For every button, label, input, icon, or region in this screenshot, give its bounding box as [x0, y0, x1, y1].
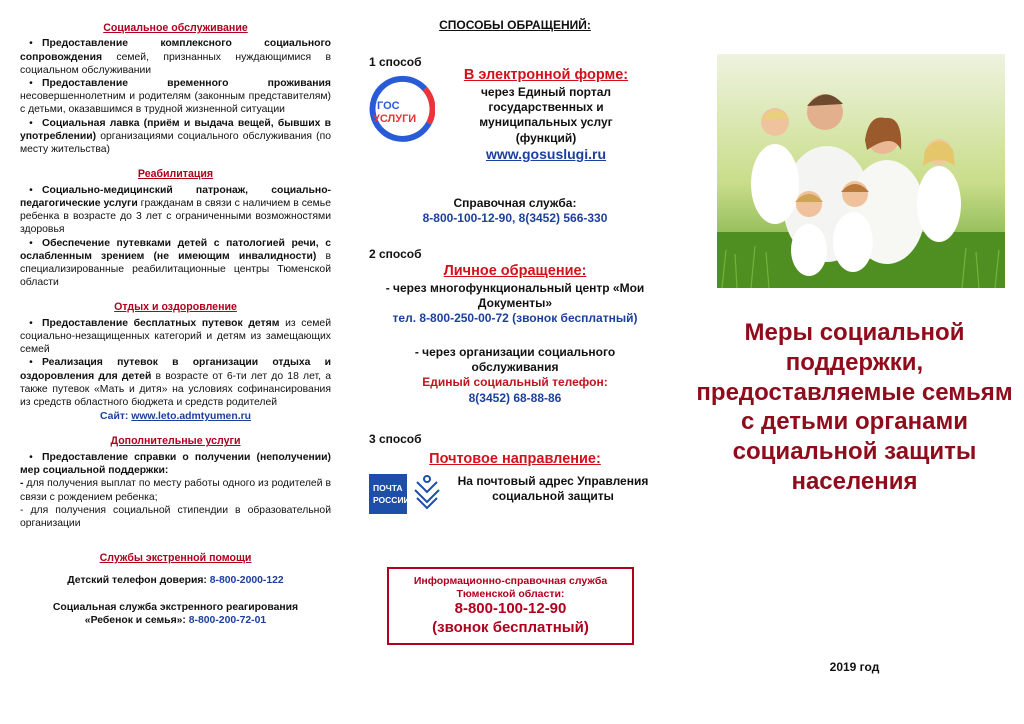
section-social-service [20, 22, 331, 156]
way1-label: 1 способ [369, 55, 422, 69]
pochta-logo [369, 472, 447, 516]
gosuslugi-logo [363, 75, 435, 147]
bullet-icon: • [29, 78, 33, 90]
info-service-label: Информационно-справочная служба Тюменской области: [413, 575, 608, 600]
help-service-label: Справочная служба: [453, 196, 577, 210]
single-phone[interactable]: 8(3452) 68-88-86 [468, 390, 562, 405]
single-phone-label: Единый социальный телефон: [422, 375, 608, 390]
svg-text:РОССИИ: РОССИИ [373, 495, 410, 505]
bullet-icon: • [29, 451, 33, 463]
bullet-icon: • [29, 117, 33, 129]
section-emergency [20, 552, 331, 627]
way2-mfc: - через многофункциональный центр «Мои Документы» [385, 280, 645, 310]
list-item: • Предоставление справки о получении (неполучении) мер социальной поддержки: [20, 451, 331, 477]
section-rest [20, 301, 331, 423]
brochure-title: Меры социальной поддержки, предоставляемые семьям с детьми органами социальной защиты населения [696, 319, 1013, 495]
way2-label: 2 способ [369, 247, 422, 261]
list-item: - для получения выплат по месту работы одного из родителей в связи с рождением ребенка; [20, 478, 331, 503]
way3-title-wrap [365, 450, 665, 469]
section-rehabilitation [20, 168, 331, 289]
info-service-note: (звонок бесплатный) [432, 618, 589, 636]
way2-title: Личное обращение: [443, 263, 587, 279]
section-title: Социальное обслуживание [103, 22, 248, 34]
section-title: Дополнительные услуги [110, 435, 241, 448]
info-service-box [387, 567, 634, 645]
emergency-service: «Ребенок и семья»: 8-800-200-72-01 [84, 614, 267, 626]
services-column [0, 0, 345, 724]
list-item: • Социально-медицинский патронаж, социально-педагогические услуги гражданам в связи с наличием в семье ребенка в возрасте до 3 лет с ограниченными возможностями здоровья [20, 184, 331, 236]
svg-text:УСЛУГИ: УСЛУГИ [373, 113, 417, 125]
way3-block [441, 474, 665, 505]
way3-text: На почтовый адрес Управления социальной защиты [457, 474, 649, 504]
leto-site-link[interactable]: www.leto.admtyumen.ru [131, 411, 251, 423]
child-helpline-phone[interactable]: 8-800-2000-122 [209, 574, 284, 586]
list-item: - для получения социальной стипендии в образовательной организации [20, 504, 331, 529]
way1-text: через Единый портал государственных и муниципальных услуг (функций) [479, 84, 613, 145]
cover-column [685, 0, 1024, 724]
emergency-service-name: Социальная служба экстренного реагирования [52, 601, 299, 613]
way1-title: В электронной форме: [463, 67, 629, 83]
rest-site: Сайт: www.leto.admtyumen.ru [100, 411, 251, 423]
bullet-icon: • [29, 38, 33, 50]
brochure-year: 2019 год [829, 660, 880, 674]
svg-text:ПОЧТА: ПОЧТА [373, 483, 403, 493]
contact-methods-column [345, 0, 685, 724]
way2-org: - через организации социального обслуживания [414, 344, 616, 374]
way3-label: 3 способ [369, 432, 422, 446]
gosuslugi-link[interactable]: www.gosuslugi.ru [485, 145, 607, 162]
bullet-icon: • [29, 317, 33, 329]
section-title: Службы экстренной помощи [99, 552, 252, 565]
mfc-phone[interactable]: тел. 8-800-250-00-72 (звонок бесплатный) [392, 311, 638, 326]
list-item: • Предоставление временного проживания несовершеннолетним и родителям (законным представителям) с детьми, оказавшимся в трудной жизненной ситуации [20, 78, 331, 116]
way1-block [431, 66, 661, 164]
way3-title: Почтовое направление: [429, 451, 601, 467]
section-title: Реабилитация [137, 168, 214, 181]
section-extra-services [20, 435, 331, 530]
list-item: • Предоставление бесплатных путевок детям из семей социально-незащищенных категорий и детям из замещающих семей [20, 317, 331, 356]
bullet-icon: • [29, 357, 33, 369]
help-service [345, 196, 685, 227]
info-service-phone[interactable]: 8-800-100-12-90 [454, 600, 567, 618]
list-item: • Предоставление комплексного социального сопровождения семей, признанных нуждающимися в социальном обслуживании [20, 38, 331, 76]
list-item: • Социальная лавка (приём и выдача вещей, бывших в употреблении) организациями социального обслуживания (по месту жительства) [20, 117, 331, 156]
child-helpline: Детский телефон доверия: 8-800-2000-122 [67, 574, 284, 586]
section-title: Отдых и оздоровление [114, 301, 237, 314]
emergency-service-phone[interactable]: 8-800-200-72-01 [188, 614, 267, 626]
family-photo [717, 54, 1005, 288]
bullet-icon: • [29, 184, 33, 196]
list-item: • Обеспечение путевками детей с патологией речи, с ослабленным зрением (не имеющим инвалидности) в специализированные реабилитационные центры Тюменской области [20, 237, 331, 289]
list-item: • Реализация путевок в организации отдыха и оздоровления для детей в возрасте от 6-ти лет до 18 лет, а также путевок «Мать и дитя» на условиях софинансирования из средств областного бюджета и средств родителей [20, 357, 331, 409]
way2-block [355, 262, 675, 406]
contact-methods-heading: СПОСОБЫ ОБРАЩЕНИЙ: [439, 18, 591, 32]
svg-text:ГОС: ГОС [377, 100, 400, 112]
bullet-icon: • [29, 237, 33, 249]
help-service-phones[interactable]: 8-800-100-12-90, 8(3452) 566-330 [422, 211, 608, 226]
